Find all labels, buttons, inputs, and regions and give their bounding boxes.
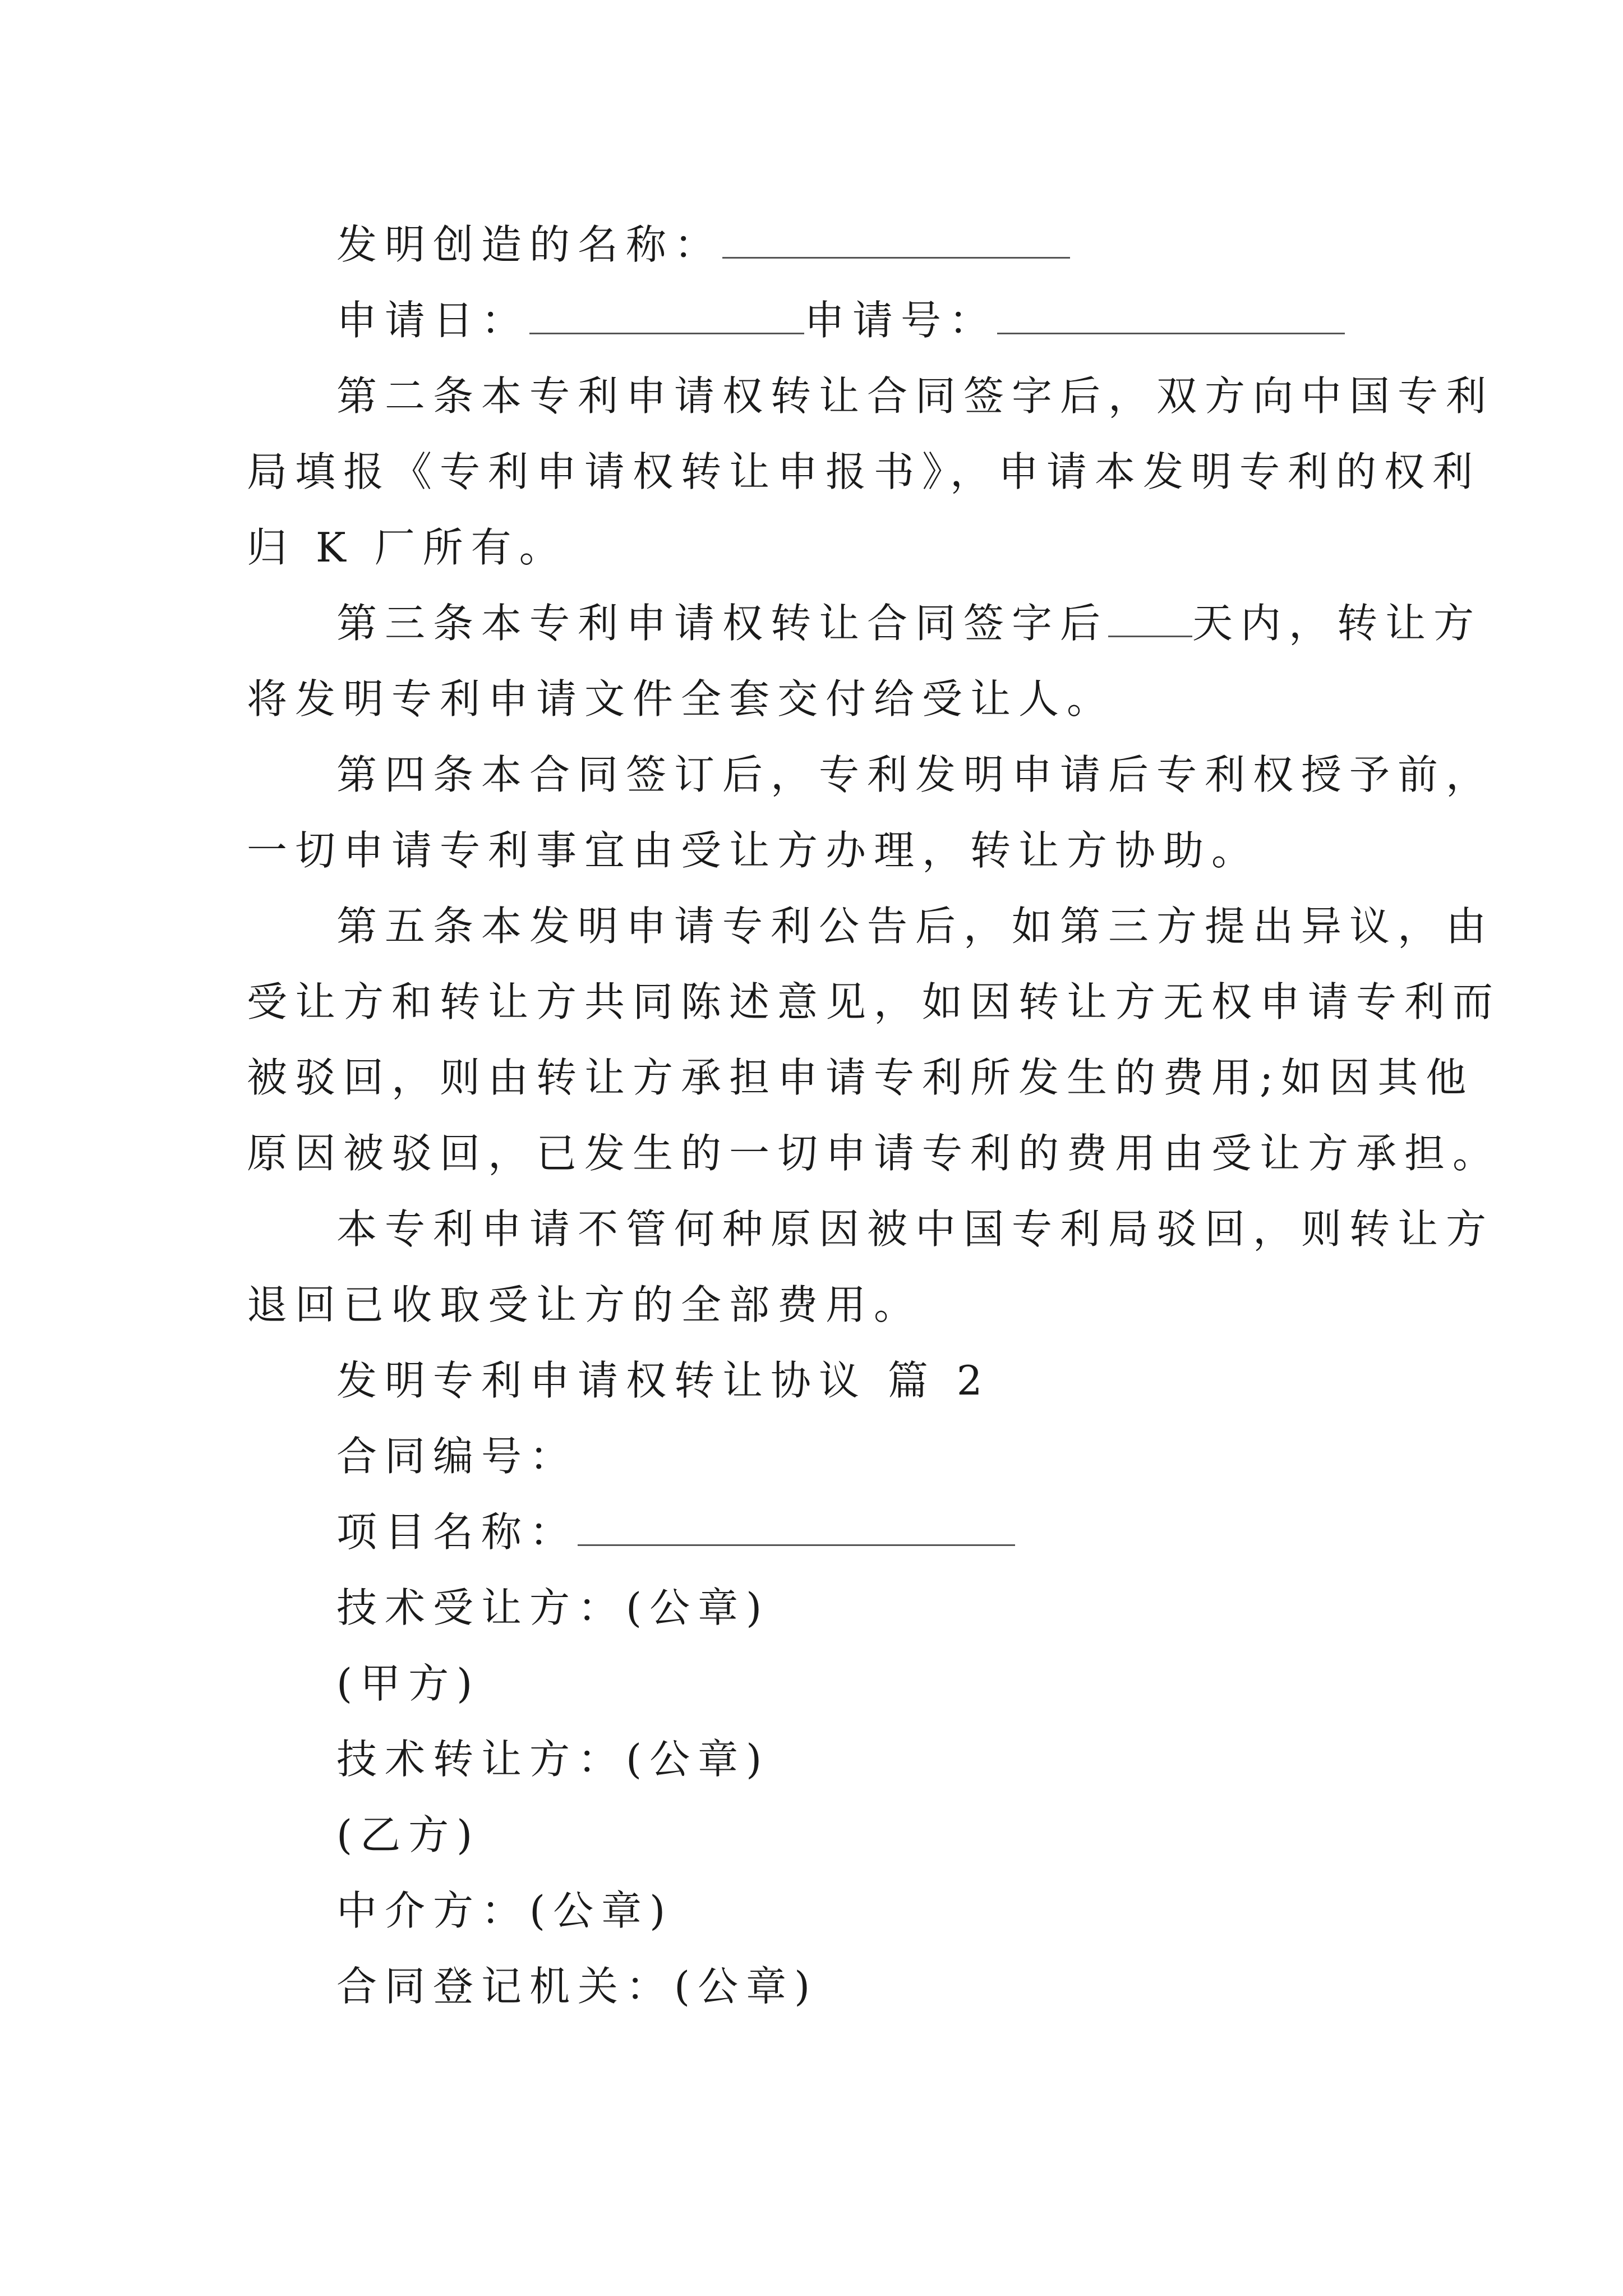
invention-name-blank[interactable] [722,224,1070,259]
days-blank[interactable] [1108,603,1192,637]
article-4-line-2: 一切申请专利事宜由受让方办理，转让方协助。 [247,827,1260,874]
article-3-line-2: 将发明专利申请文件全套交付给受让人。 [247,675,1115,723]
project-name-label: 项目名称： [336,1508,578,1556]
project-name-line [336,1508,1015,1556]
registration-authority-line: 合同登记机关：(公章) [336,1963,818,2010]
application-date-blank[interactable] [529,300,804,334]
article-5-line-2: 受让方和转让方共同陈述意见，如因转让方无权申请专利而 [247,978,1501,1025]
article-5-line-3: 被驳回，则由转让方承担申请专利所发生的费用;如因其他 [247,1054,1474,1101]
article-2-line-1: 第二条本专利申请权转让合同签字后，双方向中国专利 [336,372,1495,420]
invention-name-label: 发明创造的名称： [336,221,723,268]
application-number-label: 申请号： [804,297,998,344]
article-4-line-1: 第四条本合同签订后，专利发明申请后专利权授予前， [336,751,1495,798]
intermediary-line: 中介方：(公章) [336,1887,674,1934]
article-2-line-3: 归 K 厂所有。 [247,524,568,571]
refund-clause-line-2: 退回已收取受让方的全部费用。 [247,1281,923,1328]
application-date-label: 申请日： [336,297,530,344]
article-3-text-b: 天内，转让方 [1192,600,1482,647]
article-3-text-a: 第三条本专利申请权转让合同签字后 [336,600,1109,647]
tech-assignee-line: 技术受让方：(公章) [336,1584,770,1631]
invention-name-line [336,221,1070,268]
article-5-line-4: 原因被驳回，已发生的一切申请专利的费用由受让方承担。 [247,1130,1501,1177]
refund-clause-line-1: 本专利申请不管何种原因被中国专利局驳回，则转让方 [336,1205,1495,1253]
section-heading: 发明专利申请权转让协议 篇 2 [336,1357,990,1404]
application-number-blank[interactable] [997,300,1345,334]
application-info-line [336,297,1345,344]
project-name-blank[interactable] [578,1512,1015,1546]
article-2-line-2: 局填报《专利申请权转让申报书》，申请本发明专利的权利 [247,448,1481,495]
article-5-line-1: 第五条本发明申请专利公告后，如第三方提出异议，由 [336,903,1495,950]
article-3-line-1 [336,600,1482,647]
party-a-line: (甲方) [336,1660,481,1707]
party-b-line: (乙方) [336,1811,481,1858]
contract-number-line: 合同编号： [336,1433,578,1480]
tech-assignor-line: 技术转让方：(公章) [336,1736,770,1783]
